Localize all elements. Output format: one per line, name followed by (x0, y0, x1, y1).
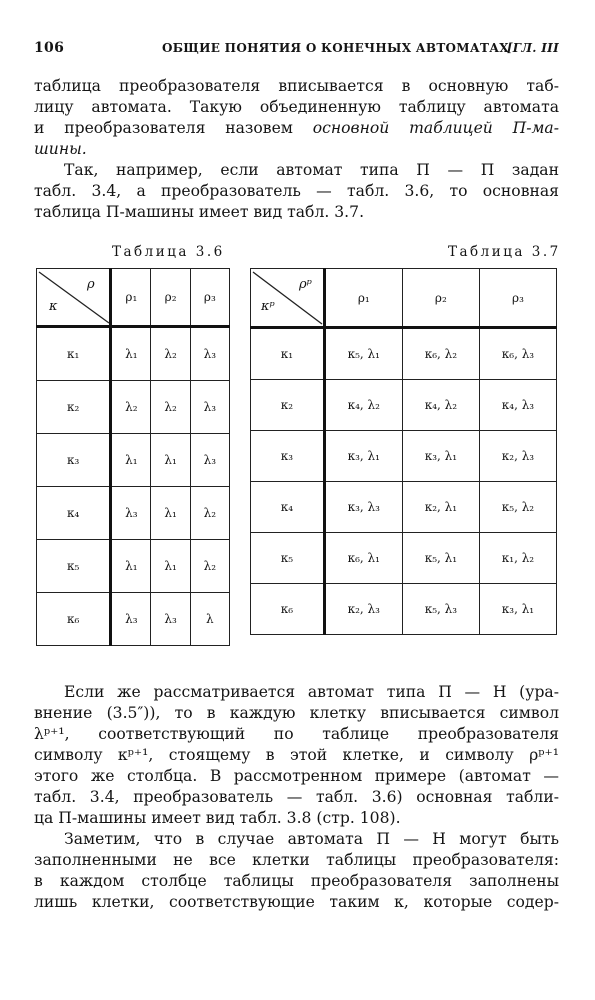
table-cell: κ₆, λ₃ (479, 328, 556, 380)
text-line: заполненными не все клетки таблицы преобразователя: (34, 851, 559, 869)
row-header: κ₆ (37, 593, 111, 646)
table-3-7-caption: Таблица 3.7 (448, 244, 561, 260)
table-cell: λ₁ (111, 327, 151, 381)
table-row (251, 431, 557, 482)
text-line: λᵖ⁺¹, соответствующий по таблице преобразователя (34, 725, 559, 743)
table-row (251, 533, 557, 584)
table-cell: κ₂, λ₃ (324, 584, 402, 635)
corner-bottom-label: κ (49, 299, 58, 314)
text-line: табл. 3.4, а преобразователь — табл. 3.6, то основная (34, 182, 559, 200)
paragraph-3 (34, 682, 559, 829)
table-cell: κ₂, λ₁ (402, 482, 479, 533)
table-cell: λ₃ (111, 593, 151, 646)
table-cell: κ₄, λ₃ (479, 380, 556, 431)
table-cell: λ₃ (190, 381, 229, 434)
corner-bottom-label: κᵖ (261, 299, 275, 314)
table-row (37, 593, 230, 646)
table-row (251, 380, 557, 431)
table-cell: κ₅, λ₂ (479, 482, 556, 533)
text-line: ца П-машины имеет вид табл. 3.8 (стр. 108). (34, 809, 401, 827)
text-line: лишь клетки, соответствующие таким κ, которые содер- (34, 893, 559, 911)
table-cell: λ₁ (151, 540, 190, 593)
table-cell: κ₃, λ₃ (324, 482, 402, 533)
table-cell: λ₃ (151, 593, 190, 646)
corner-cell (37, 269, 111, 327)
corner-top-label: ρ (87, 277, 95, 292)
text-line: таблица преобразователя вписывается в основную таб- (34, 77, 559, 95)
table-row (251, 482, 557, 533)
table-cell: κ₃, λ₁ (324, 431, 402, 482)
running-header (34, 40, 559, 60)
text-run: и преобразователя назовем (34, 119, 313, 137)
table-cell: λ₂ (111, 381, 151, 434)
row-header: κ₃ (37, 434, 111, 487)
column-header: ρ₃ (190, 269, 229, 327)
row-header: κ₁ (251, 328, 325, 380)
row-header: κ₅ (251, 533, 325, 584)
table-row (37, 434, 230, 487)
table-3-6 (36, 268, 230, 646)
table-cell: λ₂ (151, 327, 190, 381)
table-cell: κ₃, λ₁ (479, 584, 556, 635)
text-line: этого же столбца. В рассмотренном примере (автомат — (34, 767, 559, 785)
table-cell: κ₅, λ₁ (324, 328, 402, 380)
text-line: внение (3.5″)), то в каждую клетку вписывается символ (34, 704, 559, 722)
row-header: κ₅ (37, 540, 111, 593)
text-line: Заметим, что в случае автомата П — Н могут быть (64, 830, 559, 848)
row-header: κ₃ (251, 431, 325, 482)
table-header-row (37, 269, 230, 327)
table-row (37, 540, 230, 593)
text-line: символу κᵖ⁺¹, стоящему в этой клетке, и символу ρᵖ⁺¹ (34, 746, 559, 764)
table-cell: κ₆, λ₁ (324, 533, 402, 584)
row-header: κ₁ (37, 327, 111, 381)
text-line: Так, например, если автомат типа П — П задан (64, 161, 559, 179)
column-header: ρ₁ (324, 269, 402, 328)
table-cell: λ₂ (190, 540, 229, 593)
column-header: ρ₃ (479, 269, 556, 328)
text-line: лицу автомата. Такую объединенную таблицу автомата (34, 98, 559, 116)
row-header: κ₂ (251, 380, 325, 431)
page-number: 106 (34, 40, 65, 56)
diagonal-line (37, 269, 111, 325)
running-title: ОБЩИЕ ПОНЯТИЯ О КОНЕЧНЫХ АВТОМАТАХ (162, 41, 509, 55)
table-cell: κ₃, λ₁ (402, 431, 479, 482)
table-header-row (251, 269, 557, 328)
column-header: ρ₁ (111, 269, 151, 327)
table-cell: κ₅, λ₃ (402, 584, 479, 635)
corner-cell (251, 269, 325, 328)
table-cell: λ₁ (151, 487, 190, 540)
text-line: табл. 3.4, преобразователь — табл. 3.6) основная табли- (34, 788, 559, 806)
text-line (34, 118, 559, 139)
text-line: таблица П-машины имеет вид табл. 3.7. (34, 203, 365, 221)
table-cell: λ₃ (190, 434, 229, 487)
table-cell: κ₄, λ₂ (324, 380, 402, 431)
term-italic: основной таблицей П-ма- (312, 119, 559, 137)
table-cell: κ₄, λ₂ (402, 380, 479, 431)
row-header: κ₄ (251, 482, 325, 533)
table-3-6-caption: Таблица 3.6 (112, 244, 225, 260)
text-line: Если же рассматривается автомат типа П — Н (ура- (64, 683, 559, 701)
table-row (251, 584, 557, 635)
text-line (34, 139, 559, 160)
chapter-marker: [ГЛ. III (506, 41, 559, 55)
table-cell: λ₁ (111, 434, 151, 487)
table-cell: λ₁ (111, 540, 151, 593)
text-line: в каждом столбце таблицы преобразователя заполнены (34, 872, 559, 890)
paragraph-1 (34, 76, 559, 160)
table-row (37, 381, 230, 434)
table-cell: λ₁ (151, 434, 190, 487)
row-header: κ₄ (37, 487, 111, 540)
diagonal-line (251, 269, 324, 326)
table-cell: λ₃ (111, 487, 151, 540)
table-3-7 (250, 268, 557, 635)
table-row (251, 328, 557, 380)
paragraph-2 (34, 160, 559, 223)
table-cell: κ₅, λ₁ (402, 533, 479, 584)
table-cell: κ₂, λ₃ (479, 431, 556, 482)
table-cell: κ₁, λ₂ (479, 533, 556, 584)
table-cell: λ₂ (190, 487, 229, 540)
row-header: κ₂ (37, 381, 111, 434)
paragraph-4 (34, 829, 559, 913)
table-row (37, 327, 230, 381)
column-header: ρ₂ (402, 269, 479, 328)
table-cell: λ₂ (151, 381, 190, 434)
corner-top-label: ρᵖ (299, 277, 312, 292)
table-cell: λ (190, 593, 229, 646)
row-header: κ₆ (251, 584, 325, 635)
table-row (37, 487, 230, 540)
table-cell: λ₃ (190, 327, 229, 381)
term-italic: шины. (34, 140, 87, 158)
table-cell: κ₆, λ₂ (402, 328, 479, 380)
column-header: ρ₂ (151, 269, 190, 327)
